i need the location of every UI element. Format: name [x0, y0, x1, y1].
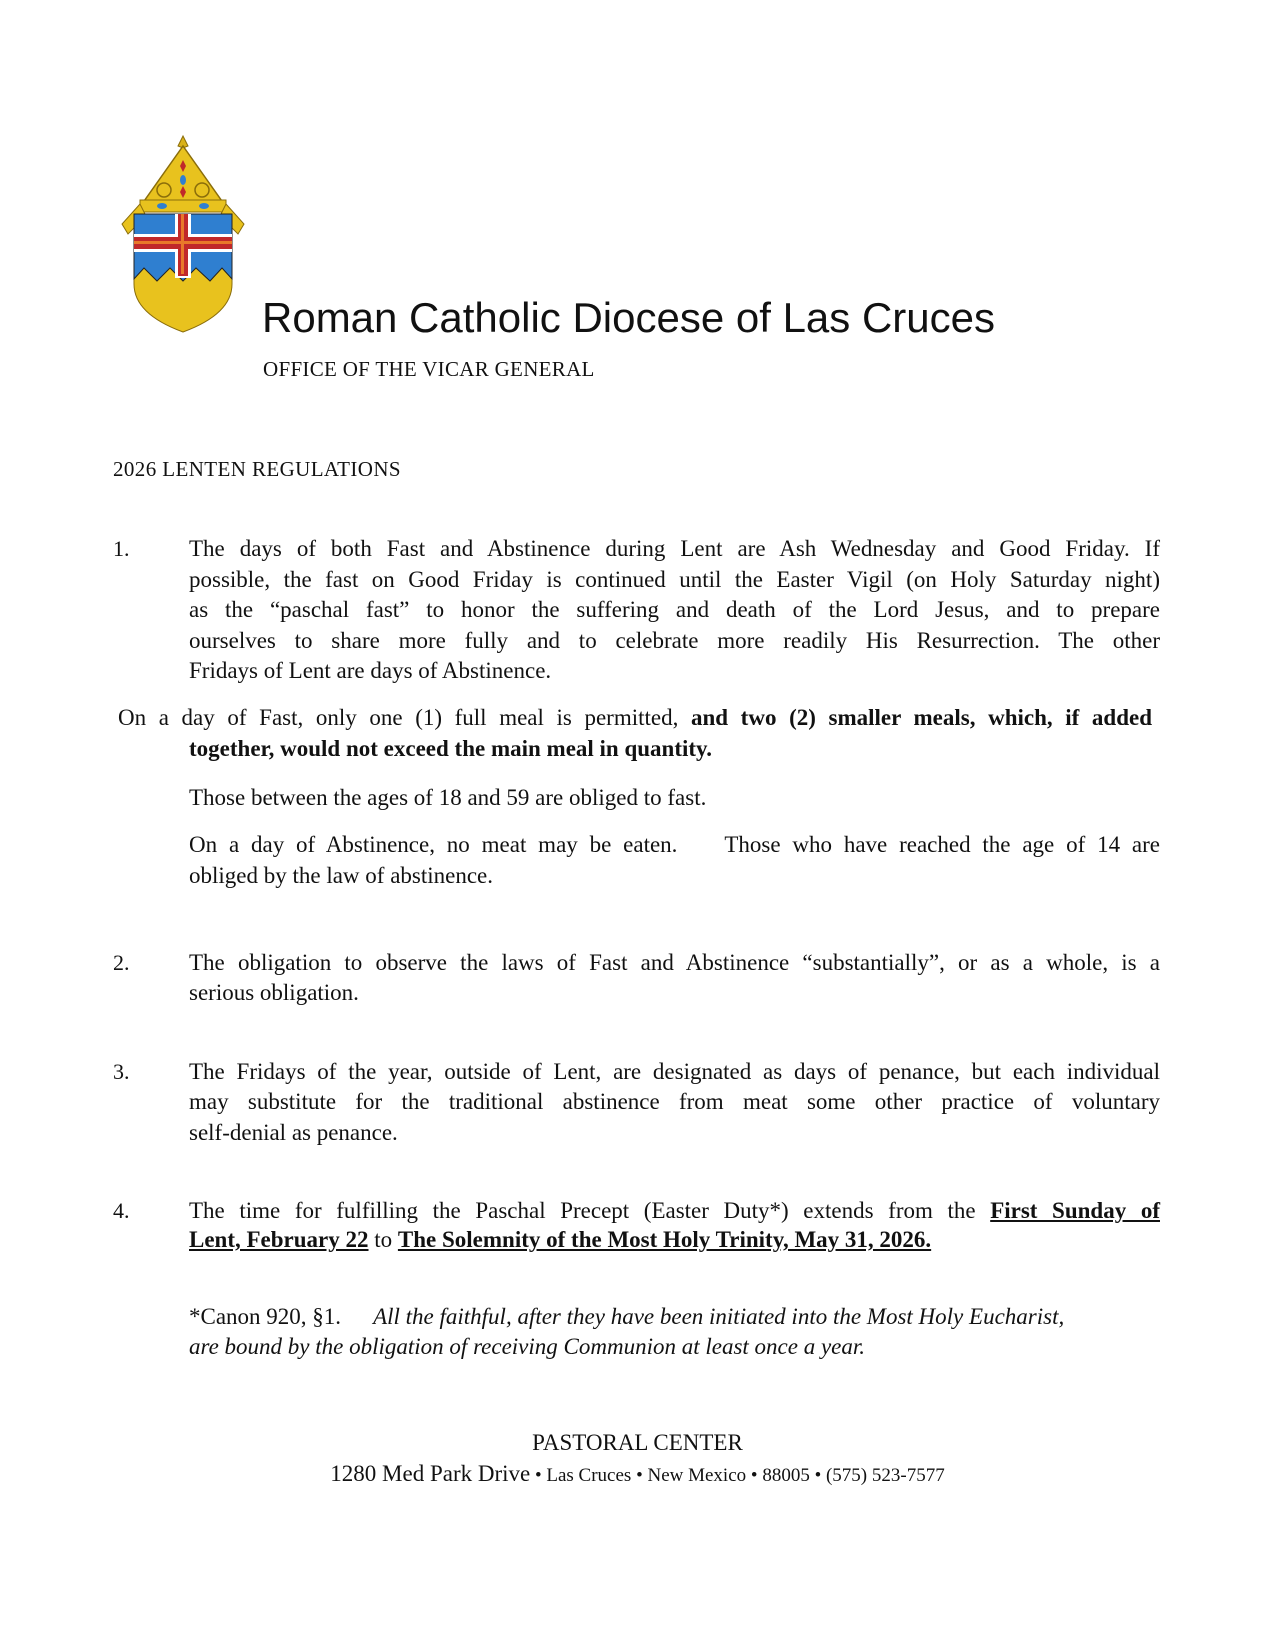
bullet-separator: • [631, 1465, 648, 1486]
item2-line: The obligation to observe the laws of Fast and Abstinence “substantially”, or as a whole, is a [189, 950, 1160, 975]
item-number: 3. [113, 1059, 130, 1084]
fast-rule-text: On a day of Fast, only one (1) full meal is permitted, [118, 705, 691, 730]
document-heading: 2026 LENTEN REGULATIONS [113, 457, 402, 481]
footer-zip: 88005 [762, 1465, 810, 1486]
fast-rule-bold: and two (2) smaller meals, which, if added [690, 705, 1153, 730]
bullet-separator: • [530, 1465, 547, 1486]
item1-line: as the “paschal fast” to honor the suffering and death of the Lord Jesus, and to prepare [189, 597, 1160, 622]
item-number: 1. [113, 536, 130, 561]
item4-line [189, 1227, 931, 1253]
canon-quote: are bound by the obligation of receiving Communion at least once a year. [189, 1334, 866, 1359]
canon-line [189, 1334, 865, 1360]
item1-line: Fridays of Lent are days of Abstinence. [189, 658, 552, 683]
bullet-separator: • [746, 1465, 763, 1486]
item1-line: ourselves to share more fully and to celebrate more readily His Resurrection. The other [189, 628, 1160, 653]
footer-street: 1280 Med Park Drive [330, 1461, 531, 1486]
item4-text: The time for fulfilling the Paschal Precept (Easter Duty*) extends from the [189, 1198, 991, 1223]
item4-text: to [368, 1227, 398, 1252]
footer-city: Las Cruces [546, 1465, 632, 1486]
item2-line: serious obligation. [189, 980, 359, 1005]
bullet-separator: • [809, 1465, 826, 1486]
item1-line: possible, the fast on Good Friday is continued until the Easter Vigil (on Holy Saturday night) [189, 567, 1160, 592]
item1-line: The days of both Fast and Abstinence during Lent are Ash Wednesday and Good Friday. If [189, 536, 1160, 561]
item3-line: self-denial as penance. [189, 1120, 398, 1145]
fast-rule-line [118, 705, 1152, 731]
footer-state: New Mexico [647, 1465, 747, 1486]
fast-rule-line [189, 736, 712, 762]
abstinence-rule-line: On a day of Abstinence, no meat may be eaten. Those who have reached the age of 14 are [189, 832, 1160, 857]
item-number: 2. [113, 950, 130, 975]
item-number: 4. [113, 1198, 130, 1223]
footer-pastoral-center: PASTORAL CENTER [532, 1430, 743, 1455]
item3-line: The Fridays of the year, outside of Lent, are designated as days of penance, but each individual [189, 1059, 1160, 1084]
fast-ages-text: Those between the ages of 18 and 59 are obliged to fast. [189, 785, 707, 810]
abstinence-rule-line: obliged by the law of abstinence. [189, 863, 494, 888]
canon-quote: All the faithful, after they have been initiated into the Most Holy Eucharist, [373, 1304, 1065, 1329]
canon-reference: *Canon 920, §1. [189, 1304, 342, 1329]
item4-line [189, 1198, 1160, 1224]
diocese-title: Roman Catholic Diocese of Las Cruces [262, 294, 995, 341]
diocese-coat-of-arms-logo [112, 134, 254, 334]
fast-rule-bold: together, would not exceed the main meal in quantity. [189, 736, 713, 761]
first-sunday-of-lent-date: First Sunday of [990, 1198, 1160, 1223]
trinity-sunday-date: The Solemnity of the Most Holy Trinity, May 31, 2026. [397, 1227, 932, 1252]
canon-line [189, 1304, 1064, 1330]
first-sunday-of-lent-date: Lent, February 22 [189, 1227, 369, 1252]
footer-address [0, 1461, 1275, 1487]
office-subtitle: OFFICE OF THE VICAR GENERAL [263, 357, 595, 381]
footer-phone: (575) 523-7577 [825, 1465, 945, 1486]
item3-line: may substitute for the traditional abstinence from meat some other practice of voluntary [189, 1089, 1160, 1114]
